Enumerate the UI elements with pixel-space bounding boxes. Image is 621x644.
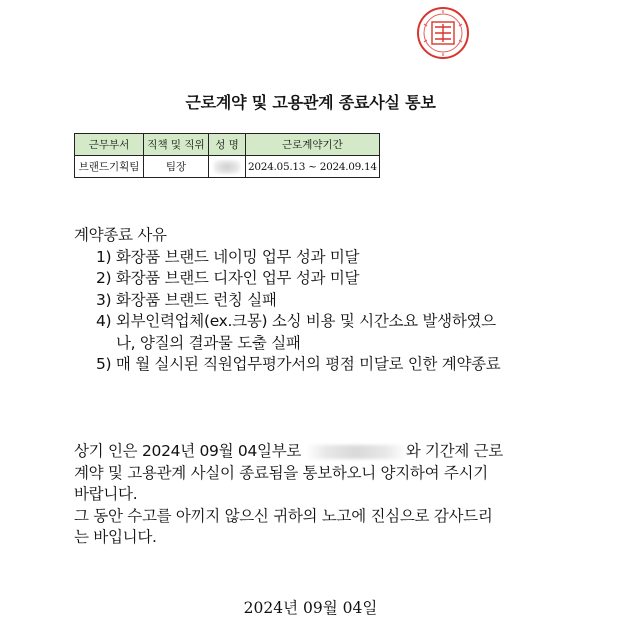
header-name: 성 명 <box>209 134 246 156</box>
header-department: 근무부서 <box>75 134 144 156</box>
table-row <box>75 156 380 178</box>
termination-reasons <box>74 225 500 376</box>
body-line1-suffix: 와 기간제 근로 <box>405 442 503 460</box>
header-contract-period: 근로계약기간 <box>246 134 380 156</box>
body-line: 그 동안 수고를 아끼지 않으신 귀하의 노고에 진심으로 감사드리 <box>74 506 493 525</box>
cell-contract-period: 2024.05.13 ~ 2024.09.14 <box>246 156 380 178</box>
document-title: 근로계약 및 고용관계 종료사실 통보 <box>185 93 436 112</box>
reason-item: 3) 화장품 브랜드 런칭 실패 <box>96 290 277 309</box>
notice-body <box>74 441 554 549</box>
body-line: 계약 및 고용관계 사실이 종료됨을 통보하오니 양지하여 주시기 <box>74 463 488 482</box>
cell-position: 팀장 <box>144 156 209 178</box>
header-position: 직책 및 직위 <box>144 134 209 156</box>
reason-item: 1) 화장품 브랜드 네이밍 업무 성과 미달 <box>96 247 360 266</box>
employment-info-table <box>74 133 380 178</box>
body-line1-prefix: 상기 인은 2024년 09월 04일부로 <box>74 442 306 460</box>
body-line: 바랍니다. <box>74 485 138 503</box>
company-seal-stamp <box>416 6 470 60</box>
table-header-row <box>75 134 380 156</box>
cell-department: 브랜드기획팀 <box>75 156 144 178</box>
reason-item: 4) 외부인력업체(ex.크몽) 소싱 비용 및 시간소요 발생하였으 <box>96 312 496 330</box>
body-line <box>74 441 554 463</box>
reason-item: 2) 화장품 브랜드 디자인 업무 성과 미달 <box>96 269 360 287</box>
notice-date: 2024년 09월 04일 <box>243 599 378 617</box>
redacted-company-blur <box>306 445 406 459</box>
body-line: 는 바입니다. <box>74 528 157 546</box>
reasons-heading: 계약종료 사유 <box>74 226 167 244</box>
redacted-name-blur <box>214 160 240 174</box>
reason-item: 5) 매 월 실시된 직원업무평가서의 평점 미달로 인한 계약종료 <box>96 355 501 373</box>
cell-name-redacted <box>209 156 246 178</box>
reason-item-continuation: 나, 양질의 결과물 도출 실패 <box>116 333 301 352</box>
